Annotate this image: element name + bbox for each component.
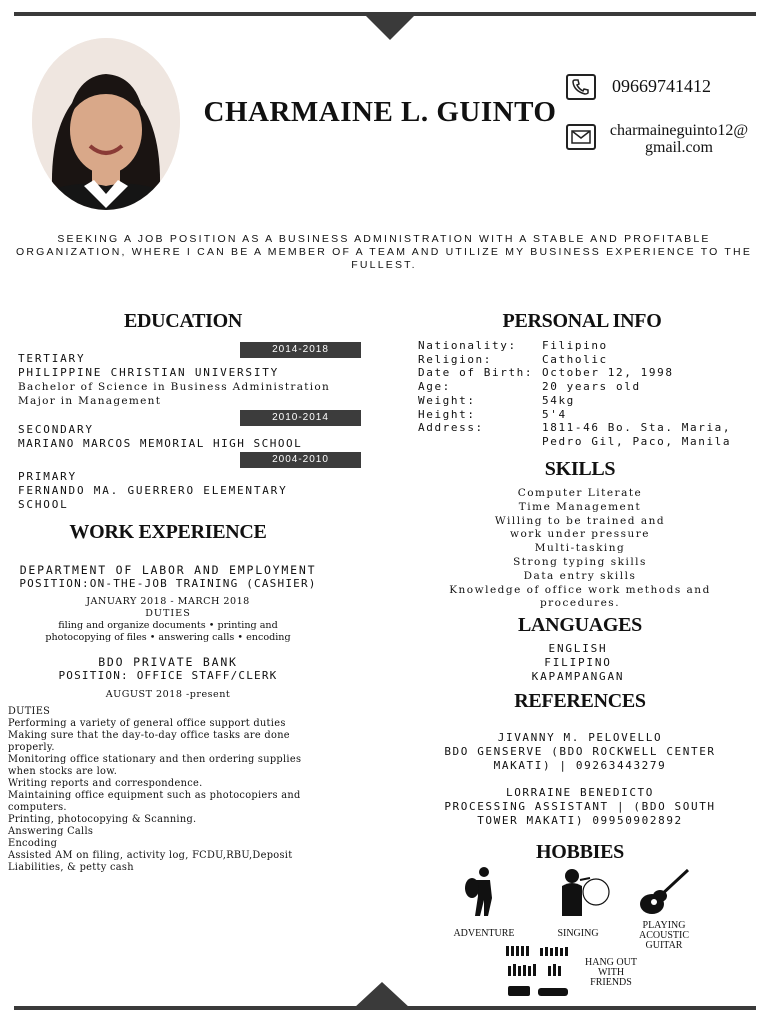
email-address[interactable]	[594, 122, 764, 156]
personal-info-table	[418, 339, 731, 449]
job-duties-label: DUTIES	[145, 608, 191, 619]
friends-icon	[504, 944, 576, 1006]
languages-list	[470, 642, 686, 684]
info-row	[418, 366, 731, 380]
reference-1	[400, 731, 760, 773]
duty-line: Making sure that the day-to-day office tasks are done	[8, 730, 290, 741]
edu-level: SECONDARY	[18, 423, 94, 436]
edu-degree: Bachelor of Science in Business Administration	[18, 381, 331, 393]
hobby-label-line: HANG OUT	[585, 957, 637, 968]
hobbies-heading: HOBBIES	[536, 841, 624, 863]
duty-line: Assisted AM on filing, activity log, FCDU,RBU,Deposit	[8, 850, 293, 861]
reference-line: MAKATI) | 09263443279	[493, 759, 667, 772]
skills-heading: SKILLS	[544, 458, 616, 480]
reference-line: JIVANNY M. PELOVELLO	[497, 731, 663, 744]
duty-line: Performing a variety of general office support duties	[8, 718, 286, 729]
languages-heading: LANGUAGES	[518, 614, 642, 636]
duty-line: Writing reports and correspondence.	[8, 778, 203, 789]
hobby-label: SINGING	[557, 928, 599, 939]
job-company: BDO PRIVATE BANK	[98, 655, 238, 669]
guitar-icon	[638, 866, 692, 922]
skill-item: Willing to be trained and	[494, 514, 666, 527]
candidate-name: CHARMAINE L. GUINTO	[203, 96, 557, 128]
info-label: Nationality:	[418, 339, 517, 352]
hobby-label	[576, 958, 646, 988]
info-value: 54kg	[542, 393, 575, 407]
info-label	[418, 435, 542, 449]
info-value: Pedro Gil, Paco, Manila	[542, 434, 732, 448]
duty-line: when stocks are low.	[8, 766, 118, 777]
skill-item: Multi-tasking	[534, 542, 626, 555]
skill-item: procedures.	[539, 597, 621, 610]
career-objective: SEEKING A JOB POSITION AS A BUSINESS ADMINISTRATION WITH A STABLE AND PROFITABLE ORGANIZATION, WHERE I CAN BE A MEMBER OF A TEAM AND UTILIZE MY BUSINESS EXPERIENCE TO THE FULLEST.	[15, 233, 753, 271]
edu-major: Major in Management	[18, 395, 162, 407]
info-label: Address:	[418, 421, 484, 435]
info-label: Height:	[418, 407, 476, 421]
edu-school-cont: SCHOOL	[18, 498, 69, 511]
hobby-label-line: WITH	[597, 967, 625, 978]
info-value: 20 years old	[542, 380, 641, 394]
info-row	[418, 394, 731, 408]
hobby-label-line: FRIENDS	[590, 977, 632, 988]
education-tertiary	[18, 352, 368, 408]
hobby-label-line: PLAYING	[642, 920, 686, 931]
edu-school: PHILIPPINE CHRISTIAN UNIVERSITY	[18, 366, 280, 379]
info-value: Catholic	[542, 352, 608, 366]
hiker-icon	[462, 866, 502, 922]
edu-school: FERNANDO MA. GUERRERO ELEMENTARY	[18, 484, 288, 497]
job-dole	[0, 563, 336, 644]
job-dates: JANUARY 2018 - MARCH 2018	[86, 596, 250, 607]
job-bdo	[0, 655, 336, 701]
duty-line: properly.	[8, 742, 55, 753]
year-badge: 2014-2018	[240, 342, 361, 358]
education-heading: EDUCATION	[123, 310, 243, 332]
profile-photo	[32, 38, 180, 210]
top-triangle-ornament	[364, 14, 416, 40]
job-duties-line: photocopying of files • answering calls • encoding	[45, 632, 291, 643]
skill-item: work under pressure	[509, 528, 651, 541]
education-secondary	[18, 423, 368, 451]
info-row	[418, 408, 731, 422]
education-primary	[18, 470, 368, 512]
duty-line: Printing, photocopying & Scanning.	[8, 814, 197, 825]
work-experience-heading: WORK EXPERIENCE	[69, 521, 267, 543]
envelope-icon	[566, 124, 596, 150]
info-row	[418, 380, 731, 394]
reference-line: TOWER MAKATI) 09950902892	[477, 814, 683, 827]
job-bdo-duties	[8, 706, 338, 874]
phone-icon	[566, 74, 596, 100]
bottom-triangle-ornament	[354, 982, 410, 1008]
skill-item: Computer Literate	[517, 487, 643, 499]
edu-level: TERTIARY	[18, 352, 86, 365]
hobby-label-line: ACOUSTIC	[638, 930, 689, 941]
info-value: Filipino	[542, 339, 608, 352]
language-item: KAPAMPANGAN	[531, 670, 625, 683]
skill-item: Data entry skills	[523, 569, 637, 582]
language-item: ENGLISH	[548, 642, 608, 655]
personal-info-heading: PERSONAL INFO	[502, 310, 662, 332]
hobby-label	[626, 921, 702, 951]
duty-line: Encoding	[8, 838, 58, 849]
skill-item: Knowledge of office work methods and	[449, 583, 711, 596]
skill-item: Strong typing skills	[513, 555, 647, 568]
job-company: DEPARTMENT OF LABOR AND EMPLOYMENT	[19, 563, 317, 577]
duty-line: Maintaining office equipment such as photocopiers and	[8, 790, 301, 801]
email-line-2: gmail.com	[645, 139, 713, 156]
year-badge: 2010-2014	[240, 410, 361, 426]
language-item: FILIPINO	[544, 656, 612, 669]
info-row	[418, 339, 731, 353]
reference-line: LORRAINE BENEDICTO	[505, 786, 654, 799]
info-value: 1811-46 Bo. Sta. Maria,	[542, 421, 732, 435]
info-row	[418, 435, 731, 449]
info-value: 5'4	[542, 407, 567, 421]
info-label: Age:	[418, 380, 451, 394]
hobby-label: ADVENTURE	[453, 928, 515, 939]
info-row	[418, 353, 731, 367]
info-label: Religion:	[418, 352, 493, 366]
info-label: Date of Birth:	[418, 366, 534, 380]
reference-2	[400, 786, 760, 828]
edu-school: MARIANO MARCOS MEMORIAL HIGH SCHOOL	[18, 437, 303, 450]
job-position: POSITION:ON-THE-JOB TRAINING (CASHIER)	[19, 577, 317, 590]
phone-number[interactable]: 09669741412	[612, 76, 711, 96]
info-label: Weight:	[418, 393, 476, 407]
duty-line: computers.	[8, 802, 67, 813]
duty-line: Liabilities, & petty cash	[8, 862, 134, 873]
info-value: October 12, 1998	[542, 366, 674, 380]
reference-line: PROCESSING ASSISTANT | (BDO SOUTH	[444, 800, 716, 813]
singer-icon	[556, 866, 612, 922]
job-duties-line: filing and organize documents • printing and	[58, 620, 278, 631]
year-badge: 2004-2010	[240, 452, 361, 468]
hobby-label-line: GUITAR	[645, 940, 683, 951]
references-heading: REFERENCES	[514, 690, 646, 712]
edu-level: PRIMARY	[18, 470, 77, 483]
job-dates: AUGUST 2018 -present	[105, 689, 231, 700]
duty-line: Answering Calls	[8, 826, 94, 837]
info-row	[418, 421, 731, 435]
duty-line: Monitoring office stationary and then ordering supplies	[8, 754, 302, 765]
bottom-divider	[14, 1006, 756, 1010]
email-line-1: charmaineguinto12@	[609, 122, 749, 139]
job-duties-label: DUTIES	[8, 706, 51, 717]
job-position: POSITION: OFFICE STAFF/CLERK	[58, 669, 278, 682]
skills-list	[400, 487, 760, 611]
reference-line: BDO GENSERVE (BDO ROCKWELL CENTER	[444, 745, 716, 758]
skill-item: Time Management	[518, 500, 642, 513]
